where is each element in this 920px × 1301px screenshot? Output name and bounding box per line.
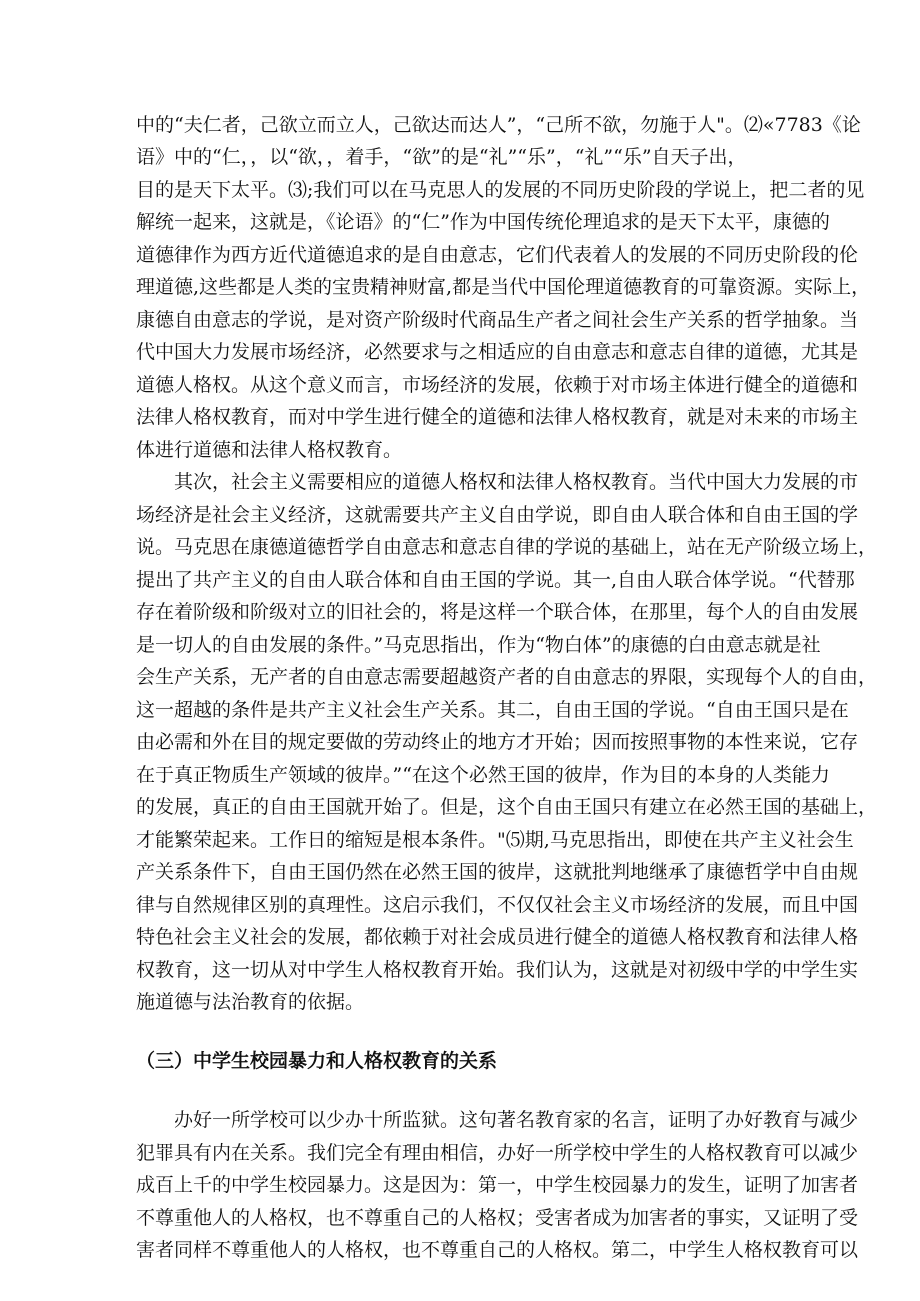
text-line: 在于真正物质生产领域的彼岸。”“在这个必然王国的彼岸，作为目的本身的人类能力 [136, 764, 830, 786]
section-heading: （三）中学生校园暴力和人格权教育的关系 [136, 1050, 498, 1072]
text-line: 犯罪具有内在关系。我们完全有理由相信，办好一所学校中学生的人格权教育可以减少 [136, 1142, 859, 1164]
text-line: 道德人格权。从这个意义而言，市场经济的发展，依赖于对市场主体进行健全的道德和 [136, 374, 859, 396]
text-line: 会生产关系，无产者的自由意志需要超越资产者的自由意志的界限，实现每个人的自由， [136, 666, 878, 688]
text-line: 产关系条件下，自由王国仍然在必然王国的彼岸，这就批判地继承了康德哲学中自由规 [136, 861, 859, 883]
text-line: 目的是天下太平。⑶;我们可以在马克思人的发展的不同历史阶段的学说上，把二者的见 [136, 179, 865, 201]
text-line: 是一切人的自由发展的条件。”马克思指出，作为“物白体”的康德的白由意志就是社 [136, 634, 821, 656]
text-line: 其次，社会主义需要相应的道德人格权和法律人格权教育。当代中国大力发展的市 [136, 471, 859, 493]
text-line: 道德律作为西方近代道德追求的是自由意志，它们代表着人的发展的不同历史阶段的伦 [136, 244, 859, 266]
text-line: 康德自由意志的学说，是对资产阶级时代商品生产者之间社会生产关系的哲学抽象。当 [136, 309, 859, 331]
text-line: 存在着阶级和阶级对立的旧社会的，将是这样一个联合体，在那里，每个人的自由发展 [136, 601, 859, 623]
text-line: 成百上千的中学生校园暴力。这是因为：第一，中学生校园暴力的发生，证明了加害者 [136, 1174, 859, 1196]
text-line: 不尊重他人的人格权，也不尊重自己的人格权；受害者成为加害者的事实，又证明了受 [136, 1207, 859, 1229]
text-line: 代中国大力发展市场经济，必然要求与之相适应的自由意志和意志自律的道德，尤其是 [136, 341, 859, 363]
text-line: 施道德与法治教育的依据。 [136, 991, 365, 1013]
text-line: 体进行道德和法律人格权教育。 [136, 439, 403, 461]
text-line: 语》中的“仁，，以“欲，，着手，“欲”的是“礼”“乐”，“礼”“乐”自天子出， [136, 146, 747, 168]
text-line: 权教育，这一切从对中学生人格权教育开始。我们认为，这就是对初级中学的中学生实 [136, 959, 859, 981]
text-line: 由必需和外在目的规定要做的劳动终止的地方才开始；因而按照事物的本性来说，它存 [136, 731, 859, 753]
text-line: 中的“夫仁者，己欲立而立人，己欲达而达人”，“己所不欲，勿施于人"。⑵«7783《论 [136, 114, 861, 136]
text-line: 提出了共产主义的自由人联合体和自由王国的学说。其一,自由人联合体学说。“代替那 [136, 569, 855, 591]
text-line: 才能繁荣起来。工作日的缩短是根本条件。"⑸期,马克思指出，即使在共产主义社会生 [136, 829, 854, 851]
text-line: 的发展，真正的自由王国就开始了。但是，这个自由王国只有建立在必然王国的基础上， [136, 796, 878, 818]
text-line: 害者同样不尊重他人的人格权，也不尊重自己的人格权。第二，中学生人格权教育可以 [136, 1239, 859, 1261]
text-line: 这一超越的条件是共产主义社会生产关系。其二，自由王国的学说。“自由王国只是在 [136, 699, 849, 721]
text-line: 解统一起来，这就是，《论语》的“仁”作为中国传统伦理追求的是天下太平，康德的 [136, 211, 830, 233]
text-line: 场经济是社会主义经济，这就需要共产主义自由学说，即自由人联合体和自由王国的学 [136, 504, 859, 526]
text-line: 说。马克思在康德道德哲学自由意志和意志自律的学说的基础上，站在无产阶级立场上， [136, 536, 878, 558]
text-line: 特色社会主义社会的发展，都依赖于对社会成员进行健全的道德人格权教育和法律人格 [136, 926, 859, 948]
text-line: 法律人格权教育，而对中学生进行健全的道德和法律人格权教育，就是对未来的市场主 [136, 406, 859, 428]
text-line: 办好一所学校可以少办十所监狱。这句著名教育家的名言，证明了办好教育与减少 [136, 1109, 859, 1131]
text-line: 理道德,这些都是人类的宝贵精神财富,都是当代中国伦理道德教育的可靠资源。实际上， [136, 276, 871, 298]
text-line: 律与自然规律区别的真理性。这启示我们，不仅仅社会主义市场经济的发展，而且中国 [136, 894, 859, 916]
